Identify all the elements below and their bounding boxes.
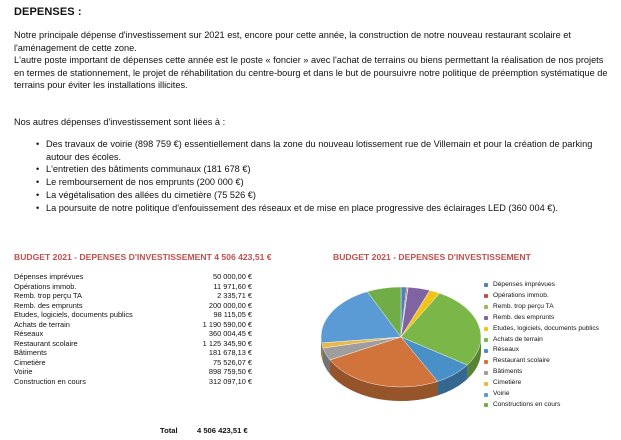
chart-title: BUDGET 2021 - DEPENSES D'INVESTISSEMENT [333, 252, 531, 262]
list-item: • Des travaux de voirie (898 759 €) essentiellement dans la zone du nouveau lotissement rue de Villemain et pour la création de parking autour des écoles. [38, 138, 608, 163]
legend-label: Bâtiments [493, 368, 523, 376]
legend-label: Etudes, logiciels, documents publics [493, 324, 599, 332]
section-title: DEPENSES : [14, 6, 82, 18]
table-row [14, 272, 252, 282]
legend-swatch [484, 327, 488, 331]
legend-item [484, 324, 599, 335]
table-row [14, 367, 252, 377]
table-row [14, 310, 252, 320]
row-label: Construction en cours [14, 376, 86, 386]
row-label: Etudes, logiciels, documents publics [14, 310, 133, 319]
row-label: Dépenses imprévues [14, 272, 84, 281]
pie-chart [318, 282, 484, 432]
legend-item [484, 280, 599, 291]
row-value: 1 125 345,90 € [202, 338, 252, 348]
legend-item [484, 345, 599, 356]
row-value: 98 115,05 € [213, 310, 252, 319]
legend-label: Remb. trop perçu TA [493, 302, 554, 310]
legend-label: Achats de terrain [493, 335, 543, 343]
legend-label: Constructions en cours [493, 400, 561, 408]
row-value: 50 000,00 € [212, 272, 252, 281]
total-label: Total [160, 426, 178, 435]
list-item: • La végétalisation des allées du cimetière (75 526 €) [38, 189, 608, 202]
row-value: 312 097,10 € [208, 376, 252, 386]
table-row [14, 377, 252, 387]
legend-swatch [484, 371, 488, 375]
table-row [14, 301, 252, 311]
row-label: Voirie [14, 367, 33, 376]
row-label: Achats de terrain [14, 319, 70, 329]
row-label: Réseaux [14, 329, 44, 338]
legend-item [484, 335, 599, 346]
table-row [14, 348, 252, 358]
list-item: • L'entretien des bâtiments communaux (181 678 €) [38, 163, 608, 176]
legend-item [484, 378, 599, 389]
table-row [14, 291, 252, 301]
legend-swatch [484, 393, 488, 397]
list-item: • La poursuite de notre politique d'enfouissement des réseaux et de mise en place progressive des éclairages LED (360 004 €). [38, 202, 608, 215]
paragraph-foncier: L'autre poste important de dépenses cette année est le poste « foncier » avec l'achat de terrains ou biens permettant la réalisation de nos projets en termes de stationnement, le projet de réhabilitation du centre-bourg et dans le but de poursuivre notre politique de préemption systématique de terrains pour éviter les installations illicites. [14, 55, 608, 90]
row-label: Bâtiments [14, 348, 47, 357]
legend-label: Restaurant scolaire [493, 357, 550, 365]
chart-legend [484, 280, 599, 411]
legend-item [484, 400, 599, 411]
row-label: Cimetière [14, 357, 46, 367]
row-label: Restaurant scolaire [14, 338, 78, 348]
legend-label: Réseaux [493, 346, 520, 354]
legend-swatch [484, 316, 488, 320]
legend-swatch [484, 283, 488, 287]
table-row [14, 282, 252, 292]
paragraph-others: Nos autres dépenses d'investissement sont liées à : [14, 117, 226, 127]
legend-label: Voirie [493, 390, 510, 398]
row-value: 360 004,45 € [208, 329, 252, 338]
legend-item [484, 302, 599, 313]
row-value: 11 971,60 € [213, 281, 252, 291]
expense-list [38, 138, 608, 214]
legend-label: Opérations immob. [493, 291, 549, 299]
legend-label: Remb. des emprunts [493, 313, 555, 321]
legend-swatch [484, 403, 488, 407]
row-label: Remb. trop perçu TA [14, 291, 82, 300]
row-value: 75 526,07 € [212, 357, 252, 367]
table-row [14, 358, 252, 368]
budget-table [14, 272, 252, 386]
legend-item [484, 313, 599, 324]
legend-label: Dépenses imprévues [493, 281, 555, 288]
legend-item [484, 291, 599, 302]
row-value: 181 678,13 € [208, 348, 252, 357]
total-value: 4 506 423,51 € [197, 426, 248, 435]
legend-item [484, 356, 599, 367]
legend-swatch [484, 305, 488, 309]
row-value: 2 335,71 € [217, 291, 252, 300]
paragraph-intro: Notre principale dépense d'investissement sur 2021 est, encore pour cette année, la construction de notre nouveau restaurant scolaire et l'aménagement de cette zone. [14, 30, 571, 53]
legend-swatch [484, 382, 488, 386]
row-value: 898 759,50 € [208, 367, 252, 376]
list-item: • Le remboursement de nos emprunts (200 000 €) [38, 176, 608, 189]
legend-swatch [484, 360, 488, 364]
legend-swatch [484, 294, 488, 298]
row-label: Opérations immob. [14, 281, 77, 291]
legend-swatch [484, 349, 488, 353]
legend-item [484, 389, 599, 400]
table-row [14, 339, 252, 349]
row-label: Remb. des emprunts [14, 300, 83, 310]
table-row [14, 329, 252, 339]
table-title: BUDGET 2021 - DEPENSES D'INVESTISSEMENT 4 506 423,51 € [14, 252, 272, 262]
row-value: 1 190 590,00 € [202, 319, 252, 329]
legend-label: Cimetière [493, 379, 522, 387]
table-row [14, 320, 252, 330]
legend-item [484, 367, 599, 378]
legend-swatch [484, 338, 488, 342]
row-value: 200 000,00 € [208, 300, 252, 310]
